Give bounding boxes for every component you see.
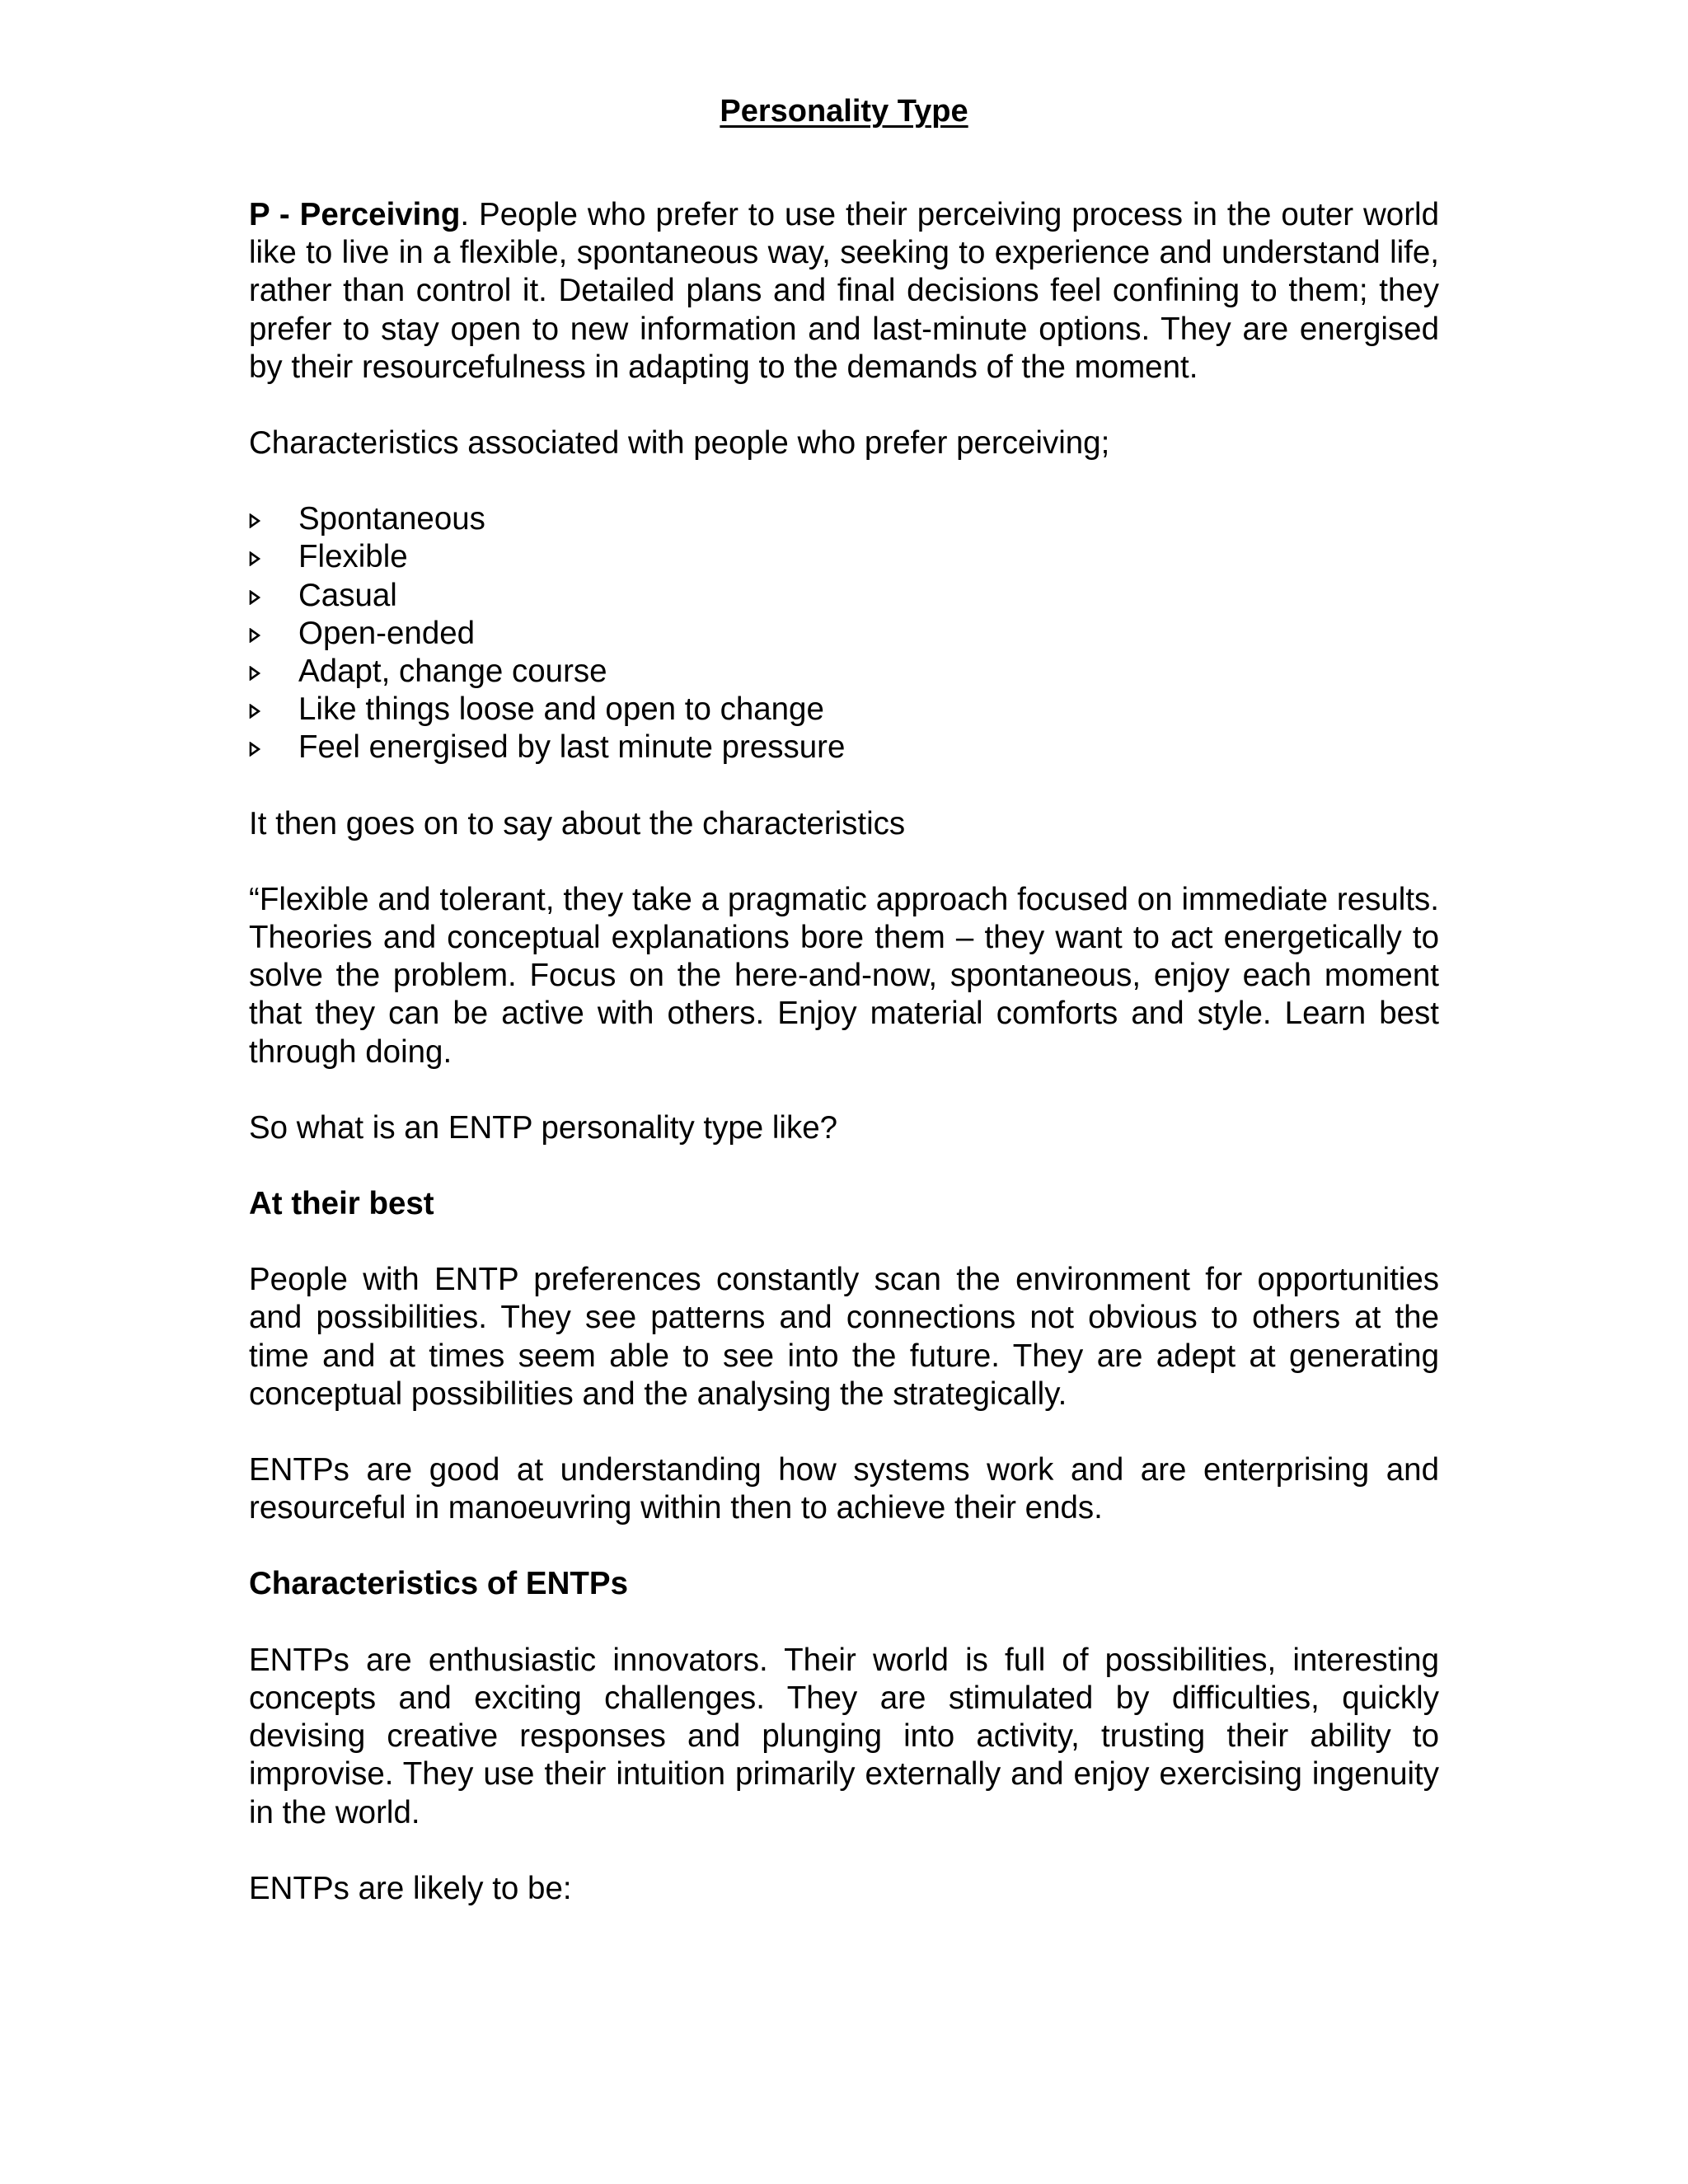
at-their-best-heading: At their best [249, 1186, 434, 1222]
best-paragraph-1: People with ENTP preferences constantly scan the environment for opportunities and possibilities. They see patterns and connections not obvious to others at the time and at times seem able to see into the future. They are adept at generating conceptual possibilities and the analysing the strategically. [249, 1262, 1439, 1412]
list-item-label: Open-ended [298, 615, 476, 651]
document-body [249, 196, 1439, 1946]
perceiving-paragraph [249, 196, 1439, 387]
list-item [249, 729, 1439, 766]
list-item-label: Feel energised by last minute pressure [298, 729, 846, 766]
characteristics-heading: Characteristics of ENTPs [249, 1566, 629, 1602]
perceiving-lead: P - Perceiving [249, 197, 461, 232]
list-item-label: Like things loose and open to change [298, 691, 824, 728]
arrow-bullet-icon [249, 704, 260, 719]
characteristics-paragraph: ENTPs are enthusiastic innovators. Their world is full of possibilities, interesting concepts and exciting challenges. They are stimulated by difficulties, quickly devising creative responses and plunging into activity, trusting their ability to improvise. They use their intuition primarily externally and enjoy exercising ingenuity in the world. [249, 1642, 1439, 1830]
arrow-bullet-icon [249, 551, 260, 566]
characteristics-intro: Characteristics associated with people who prefer perceiving; [249, 425, 1110, 462]
list-item [249, 500, 1439, 538]
arrow-bullet-icon [249, 666, 260, 681]
list-item-label: Casual [298, 577, 397, 613]
page-title-text: Personality Type [720, 94, 968, 129]
list-item-label: Flexible [298, 539, 408, 575]
arrow-bullet-icon [249, 628, 260, 643]
perceiving-characteristics-list [249, 500, 1439, 766]
arrow-bullet-icon [249, 742, 260, 757]
arrow-bullet-icon [249, 513, 260, 528]
list-item [249, 691, 1439, 729]
best-paragraph-2: ENTPs are good at understanding how systems work and are enterprising and resourceful in manoeuvring within then to achieve their ends. [249, 1452, 1439, 1526]
perceiving-text: . People who prefer to use their perceiving process in the outer world like to live in a flexible, spontaneous way, seeking to experience and understand life, rather than control it. Detailed plans and final decisions feel confining to them; they prefer to stay open to new information and last-minute options. They are energised by their resourcefulness in adapting to the demands of the moment. [249, 197, 1440, 385]
goes-on-paragraph: It then goes on to say about the characteristics [249, 805, 906, 841]
list-item-label: Adapt, change course [298, 654, 607, 690]
list-item [249, 615, 1439, 653]
list-item [249, 653, 1439, 691]
list-item [249, 577, 1439, 615]
entp-question: So what is an ENTP personality type like? [249, 1109, 838, 1146]
page-title [0, 92, 1688, 130]
list-item-label: Spontaneous [298, 501, 485, 537]
quote-paragraph: “Flexible and tolerant, they take a pragmatic approach focused on immediate results. Theories and conceptual explanations bore them – they want to act energetically to solve the problem. Focus on the here-and-now, spontaneous, enjoy each moment that they can be active with others. Enjoy material comforts and style. Learn best through doing. [249, 881, 1439, 1070]
list-item [249, 538, 1439, 576]
likely-paragraph: ENTPs are likely to be: [249, 1870, 572, 1906]
arrow-bullet-icon [249, 590, 260, 605]
